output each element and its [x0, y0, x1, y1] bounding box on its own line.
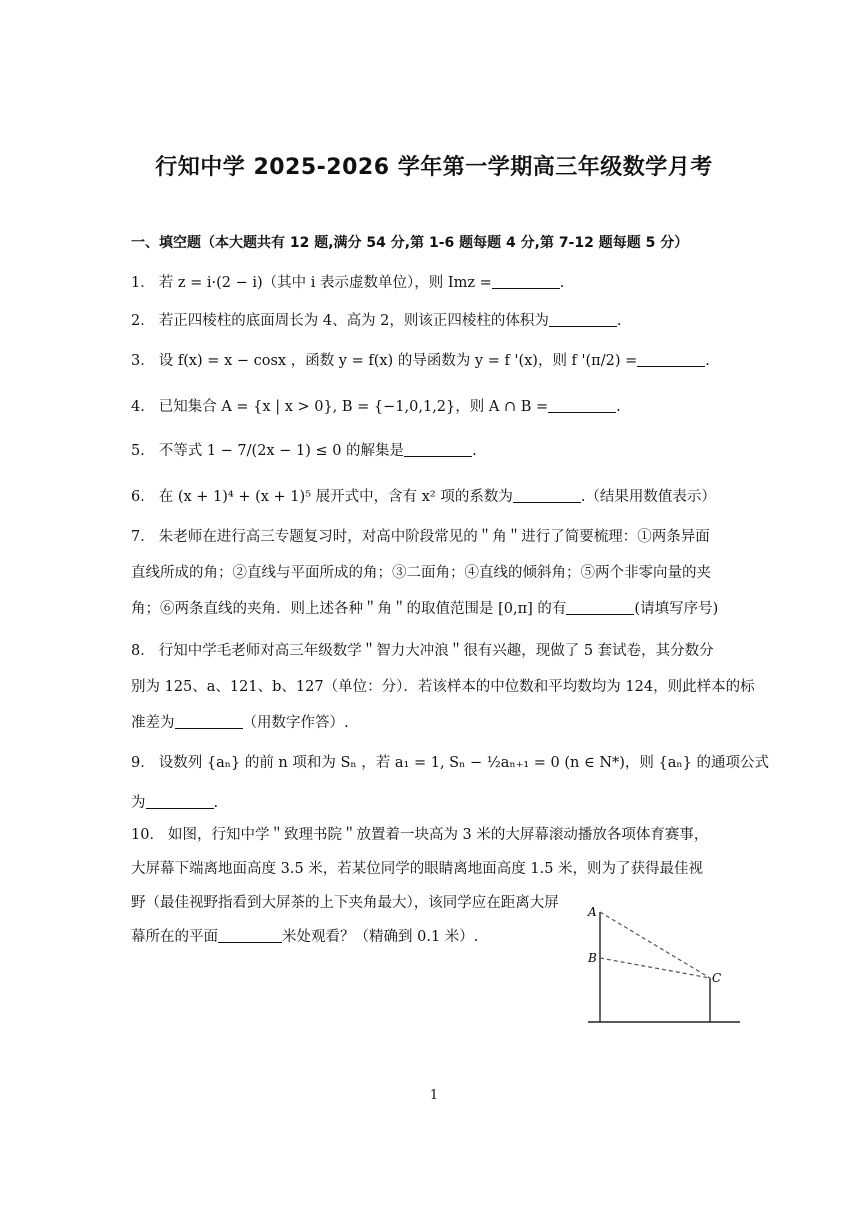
page-title: 行知中学 2025-2026 学年第一学期高三年级数学月考	[155, 155, 713, 180]
question-7-line-2: 直线所成的角；②直线与平面所成的角；③二面角；④直线的倾斜角；⑤两个非零向量的夹	[131, 565, 711, 581]
question-number: 2．	[131, 313, 155, 329]
question-text: 已知集合 A = {x | x > 0}, B = {−1,0,1,2}，则 A ∩ B =	[158, 399, 549, 415]
question-text: 角；⑥两条直线的夹角．则上述各种＂角＂的取值范围是 [0,π] 的有	[131, 601, 567, 617]
question-text: 朱老师在进行高三专题复习时，对高中阶段常见的＂角＂进行了简要梳理：①两条异面	[158, 529, 710, 545]
question-number: 3．	[131, 353, 155, 369]
question-number: 10．	[131, 827, 164, 843]
question-9-line-1	[131, 752, 769, 774]
question-text: 行知中学毛老师对高三年级数学＂智力大冲浪＂很有兴趣，现做了 5 套试卷，其分数分	[158, 643, 714, 659]
question-number: 1．	[131, 275, 155, 291]
question-number: 9．	[131, 755, 155, 771]
question-5: 5． 不等式 1 − 7/(2x − 1) ≤ 0 的解集是 .	[131, 443, 477, 459]
label-c: C	[712, 971, 722, 985]
question-1: 1． 若 z = i·(2 − i)（其中 i 表示虚数单位），则 Imz = .	[131, 275, 565, 291]
question-number: 8．	[131, 643, 155, 659]
question-8-line-1	[131, 640, 714, 662]
question-number: 6．	[131, 489, 155, 505]
question-3: 3． 设 f(x) = x − cosx ，函数 y = f(x) 的导函数为 y = f '(x)，则 f '(π/2) = .	[131, 353, 710, 369]
question-text: 幕所在的平面	[131, 929, 218, 945]
sightline-a	[600, 912, 710, 978]
question-6: 6． 在 (x + 1)⁴ + (x + 1)⁵ 展开式中，含有 x² 项的系数为 .（结果用数值表示）	[131, 489, 716, 505]
answer-blank[interactable]	[637, 352, 705, 367]
question-text: 如图，行知中学＂致理书院＂放置着一块高为 3 米的大屏幕滚动播放各项体育赛事，	[167, 827, 709, 843]
question-10-line-1	[131, 824, 708, 846]
answer-blank[interactable]	[218, 928, 282, 943]
question-number: 4．	[131, 399, 155, 415]
question-7-line-3: 角；⑥两条直线的夹角．则上述各种＂角＂的取值范围是 [0,π] 的有 (请填写序号)	[131, 601, 719, 617]
question-text: 设 f(x) = x − cosx ，函数 y = f(x) 的导函数为 y = f '(x)，则 f '(π/2) =	[158, 353, 638, 369]
answer-blank[interactable]	[548, 398, 616, 413]
question-text: 设数列 {aₙ} 的前 n 项和为 Sₙ ，若 a₁ = 1, Sₙ − ½aₙ₊₁ = 0 (n ∈ N*)，则 {aₙ} 的通项公式	[158, 755, 770, 771]
question-number: 7．	[131, 529, 155, 545]
question-4: 4． 已知集合 A = {x | x > 0}, B = {−1,0,1,2}，则 A ∩ B = .	[131, 399, 621, 415]
question-text: 若 z = i·(2 − i)（其中 i 表示虚数单位），则 Imz =	[158, 275, 492, 291]
question-2: 2． 若正四棱柱的底面周长为 4、高为 2，则该正四棱柱的体积为 .	[131, 313, 622, 329]
answer-blank[interactable]	[146, 794, 214, 809]
answer-blank[interactable]	[404, 442, 472, 457]
question-8-line-3: 准差为 （用数字作答）.	[131, 715, 349, 731]
answer-blank[interactable]	[175, 714, 243, 729]
question-text: 在 (x + 1)⁴ + (x + 1)⁵ 展开式中，含有 x² 项的系数为	[158, 489, 513, 505]
question-7-line-1	[131, 526, 710, 548]
answer-blank[interactable]	[513, 488, 581, 503]
answer-blank[interactable]	[549, 312, 617, 327]
question-text: 为	[131, 795, 146, 811]
question-10-line-3: 野（最佳视野指看到大屏茶的上下夹角最大），该同学应在距离大屏	[131, 895, 559, 911]
screen-angle-figure	[582, 898, 742, 1033]
question-text: 准差为	[131, 715, 175, 731]
page-number: 1	[429, 1088, 439, 1103]
label-b: B	[588, 951, 597, 965]
question-10-line-2: 大屏幕下端离地面高度 3.5 米，若某位同学的眼睛离地面高度 1.5 米，则为了获得最佳视	[131, 861, 704, 877]
answer-blank[interactable]	[492, 274, 560, 289]
section-heading: 一、填空题（本大题共有 12 题,满分 54 分,第 1-6 题每题 4 分,第 7-12 题每题 5 分）	[131, 235, 689, 251]
question-text: 不等式 1 − 7/(2x − 1) ≤ 0 的解集是	[158, 443, 405, 459]
answer-blank[interactable]	[566, 600, 634, 615]
question-10-line-4: 幕所在的平面 米处观看？（精确到 0.1 米）.	[131, 929, 479, 945]
question-8-line-2: 别为 125、a、121、b、127（单位：分）．若该样本的中位数和平均数均为 124，则此样本的标	[131, 679, 755, 695]
question-9-line-2: 为 .	[131, 795, 219, 811]
label-a: A	[588, 905, 597, 919]
question-number: 5．	[131, 443, 155, 459]
question-text: 若正四棱柱的底面周长为 4、高为 2，则该正四棱柱的体积为	[158, 313, 549, 329]
